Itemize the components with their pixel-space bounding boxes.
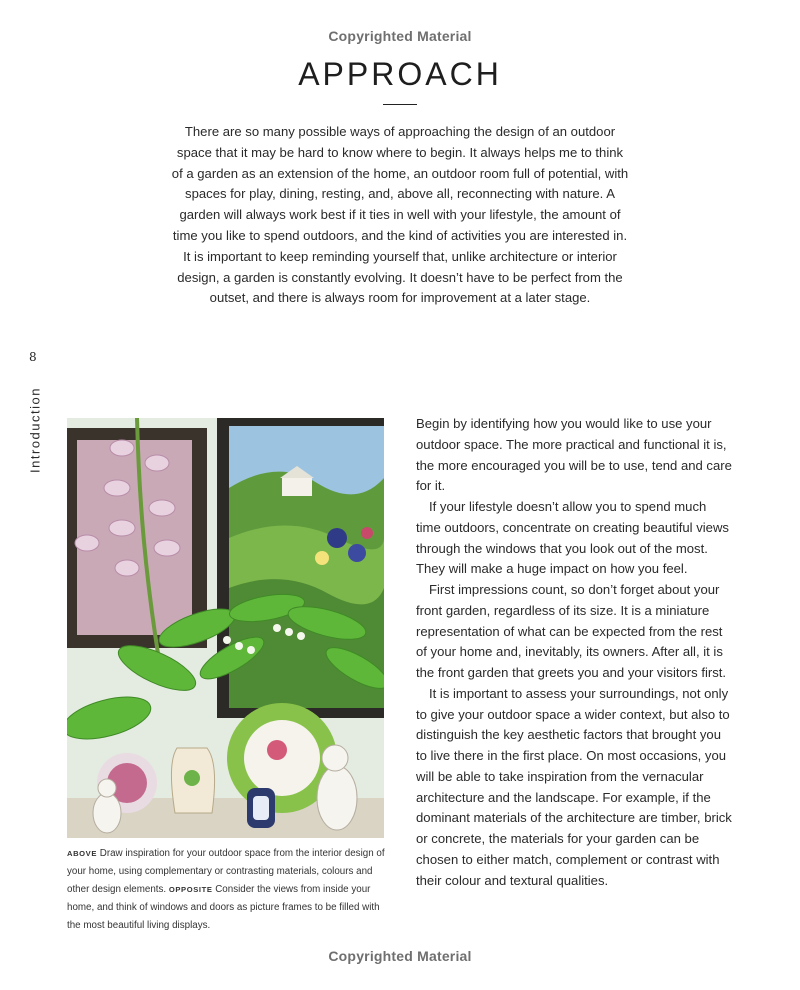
body-text-column: [416, 414, 734, 891]
caption-above-text: Draw inspiration for your outdoor space from the interior design of your home, using complementary or contrasting materials, colours and other design elements.: [67, 848, 385, 895]
copyright-watermark-top: Copyrighted Material: [328, 28, 472, 44]
caption-opposite-text: Consider the views from inside your home, and think of windows and doors as picture frames to be filled with the most beautiful living displays.: [67, 883, 380, 931]
body-paragraph: First impressions count, so don’t forget about your front garden, regardless of its size. It is a miniature representation of what can be expected from the rest of your home and, inevitably, its owners. After all, it is the front garden that greets you and your visitors first.: [416, 582, 727, 680]
intro-paragraph: There are so many possible ways of approaching the design of an outdoor space that it may be hard to know where to begin. It always helps me to think of a garden as an extension of the home, an outdoor room full of potential, with spaces for play, dining, resting, and, above all, reconnecting with nature. A garden will always work best if it ties in well with your lifestyle, the amount of time you like to spend outdoors, and the kind of activities you are interested in. It is important to keep reminding yourself that, unlike architecture or interior design, a garden is constantly evolving. It doesn’t have to be perfect from the outset, and there is always room for improvement at a later stage.: [171, 124, 629, 306]
page-title: APPROACH: [298, 56, 502, 92]
interior-garden-photo: [67, 418, 384, 838]
section-label: Introduction: [27, 387, 43, 473]
photo-caption: [67, 845, 389, 935]
copyright-watermark-bottom: Copyrighted Material: [328, 948, 472, 964]
title-divider: [383, 104, 417, 105]
body-paragraph: Begin by identifying how you would like to use your outdoor space. The more practical and functional it is, the more encouraged you will be to use, tend and care for it.: [416, 416, 732, 494]
page-number: 8: [29, 350, 37, 364]
caption-above-tag: ABOVE: [67, 849, 98, 858]
caption-opposite-tag: OPPOSITE: [168, 884, 213, 894]
body-paragraph: It is important to assess your surroundings, not only to give your outdoor space a wider context, but also to distinguish the key aesthetic factors that brought you to live there in the first place. On most occasions, you will be able to take inspiration from the vernacular architecture and the landscape. For example, if the dominant materials of the architecture are timber, brick or concrete, the materials for your garden can be chosen to either match, complement or contrast with their colour and textural qualities.: [416, 685, 732, 888]
body-paragraph: If your lifestyle doesn’t allow you to spend much time outdoors, concentrate on creating beautiful views through the windows that you look out of the most. They will make a huge impact on how you feel.: [416, 499, 729, 577]
